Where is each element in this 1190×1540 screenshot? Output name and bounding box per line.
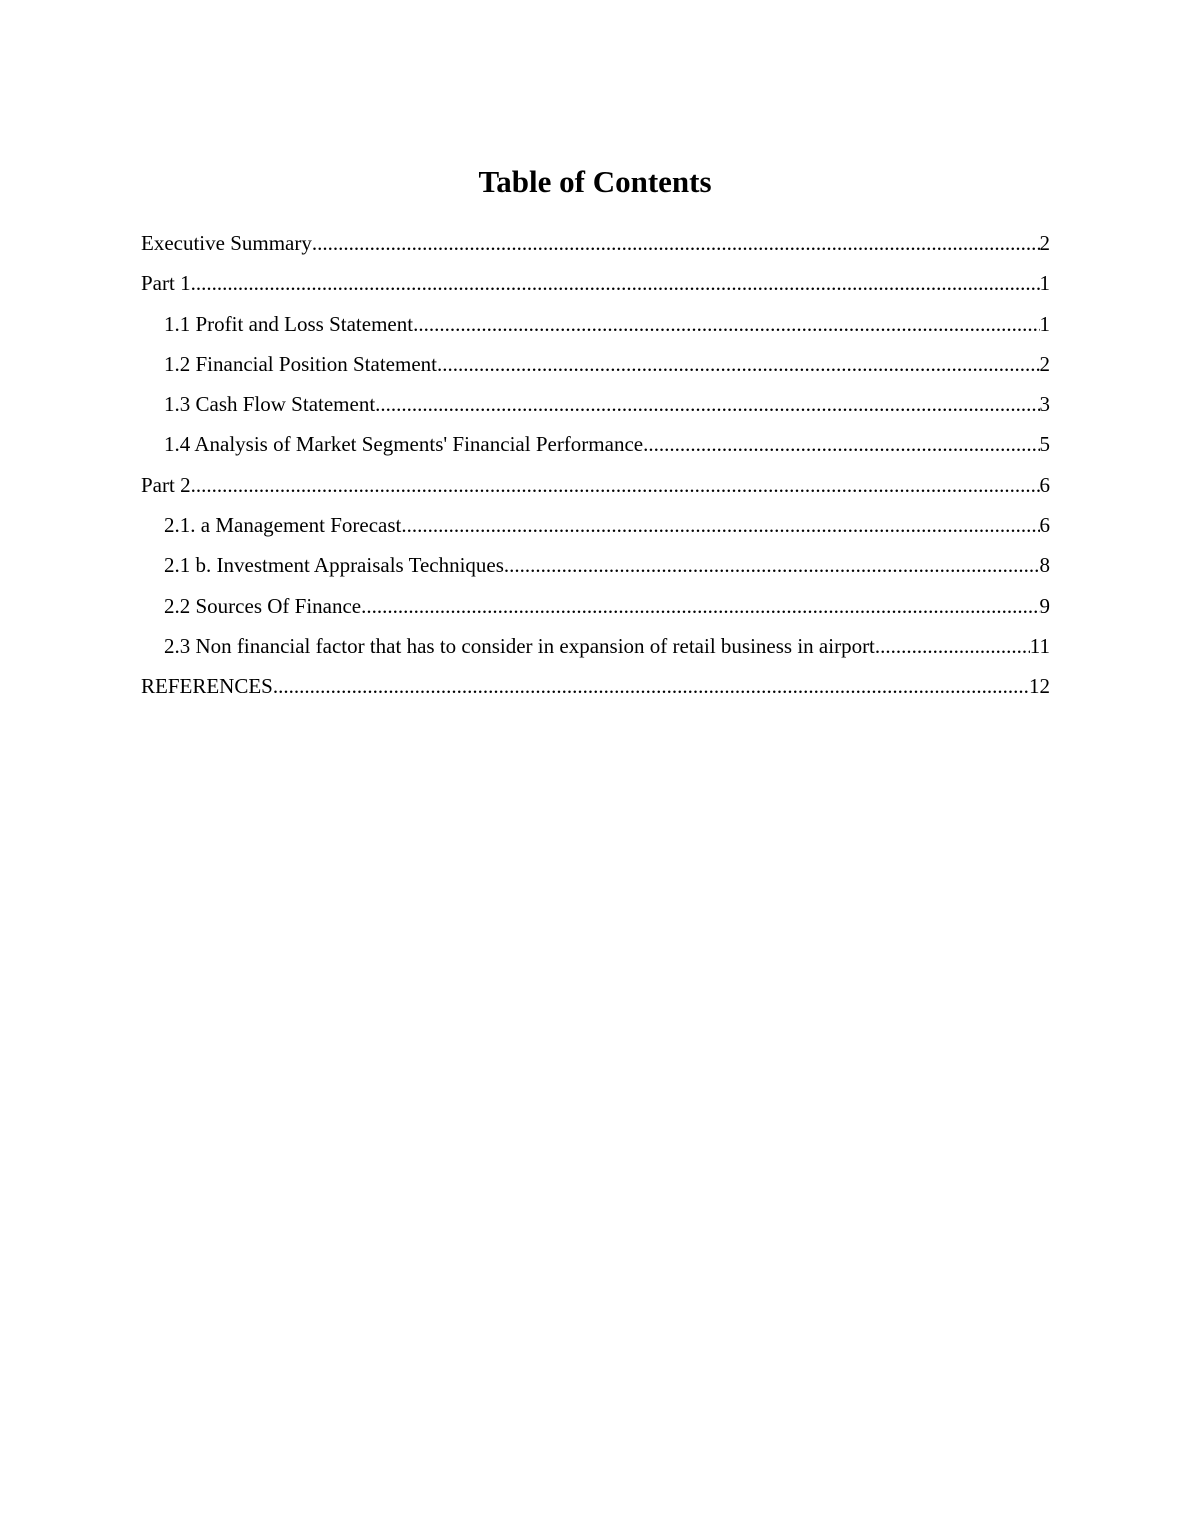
toc-entry-part-1[interactable] [141, 268, 1050, 308]
toc-entry-financial-position[interactable] [141, 349, 1050, 389]
toc-entry-label: Part 1 [141, 271, 191, 296]
toc-page-number: 1 [1039, 311, 1050, 336]
toc-entry-label: 2.3 Non financial factor that has to consider in expansion of retail business in airport [164, 633, 875, 658]
toc-page-number: 6 [1039, 472, 1050, 497]
toc-page-number: 2 [1039, 351, 1050, 376]
toc-dot-leader [375, 389, 1039, 419]
toc-entry-label: Executive Summary [141, 231, 312, 255]
toc-page-number: 5 [1039, 432, 1050, 457]
toc-dot-leader [875, 631, 1030, 661]
toc-page-number: 2 [1039, 231, 1050, 255]
toc-entry-label: 1.3 Cash Flow Statement [164, 392, 376, 417]
toc-page-number: 6 [1039, 513, 1050, 538]
toc-dot-leader [437, 349, 1040, 379]
toc-page-number: 9 [1039, 593, 1050, 618]
toc-dot-leader [191, 268, 1040, 298]
toc-entry-market-segments[interactable] [141, 429, 1050, 469]
toc-entry-label: 1.1 Profit and Loss Statement [164, 311, 414, 336]
toc-dot-leader [361, 591, 1039, 621]
toc-dot-leader [401, 510, 1039, 540]
toc-entry-investment-appraisals[interactable] [141, 550, 1050, 590]
toc-entry-label: 2.1. a Management Forecast [164, 513, 402, 538]
toc-entry-non-financial-factor[interactable] [141, 631, 1050, 671]
toc-entry-sources-of-finance[interactable] [141, 591, 1050, 631]
toc-entry-references[interactable] [141, 671, 1050, 711]
toc-dot-leader [413, 309, 1039, 339]
toc-entry-label: Part 2 [141, 472, 191, 497]
toc-entry-label: 1.4 Analysis of Market Segments' Financial Performance [164, 432, 644, 457]
toc-list [141, 228, 1050, 712]
toc-entry-label: REFERENCES [141, 674, 273, 699]
toc-entry-profit-and-loss[interactable] [141, 309, 1050, 349]
toc-entry-label: 1.2 Financial Position Statement [164, 351, 437, 376]
toc-dot-leader [643, 429, 1039, 459]
toc-dot-leader [191, 470, 1040, 500]
toc-dot-leader [504, 550, 1040, 580]
toc-heading: Table of Contents [478, 164, 712, 199]
toc-entry-label: 2.2 Sources Of Finance [164, 593, 362, 618]
toc-page-number: 11 [1029, 633, 1050, 658]
toc-entry-part-2[interactable] [141, 470, 1050, 510]
toc-page-number: 12 [1029, 674, 1050, 699]
toc-entry-label: 2.1 b. Investment Appraisals Techniques [164, 553, 504, 578]
toc-entry-executive-summary[interactable] [141, 228, 1050, 268]
toc-dot-leader [312, 228, 1040, 258]
toc-dot-leader [273, 671, 1029, 701]
toc-entry-management-forecast[interactable] [141, 510, 1050, 550]
toc-page-number: 8 [1039, 553, 1050, 578]
toc-entry-cash-flow[interactable] [141, 389, 1050, 429]
toc-page-number: 1 [1039, 271, 1050, 296]
toc-page-number: 3 [1039, 392, 1050, 417]
